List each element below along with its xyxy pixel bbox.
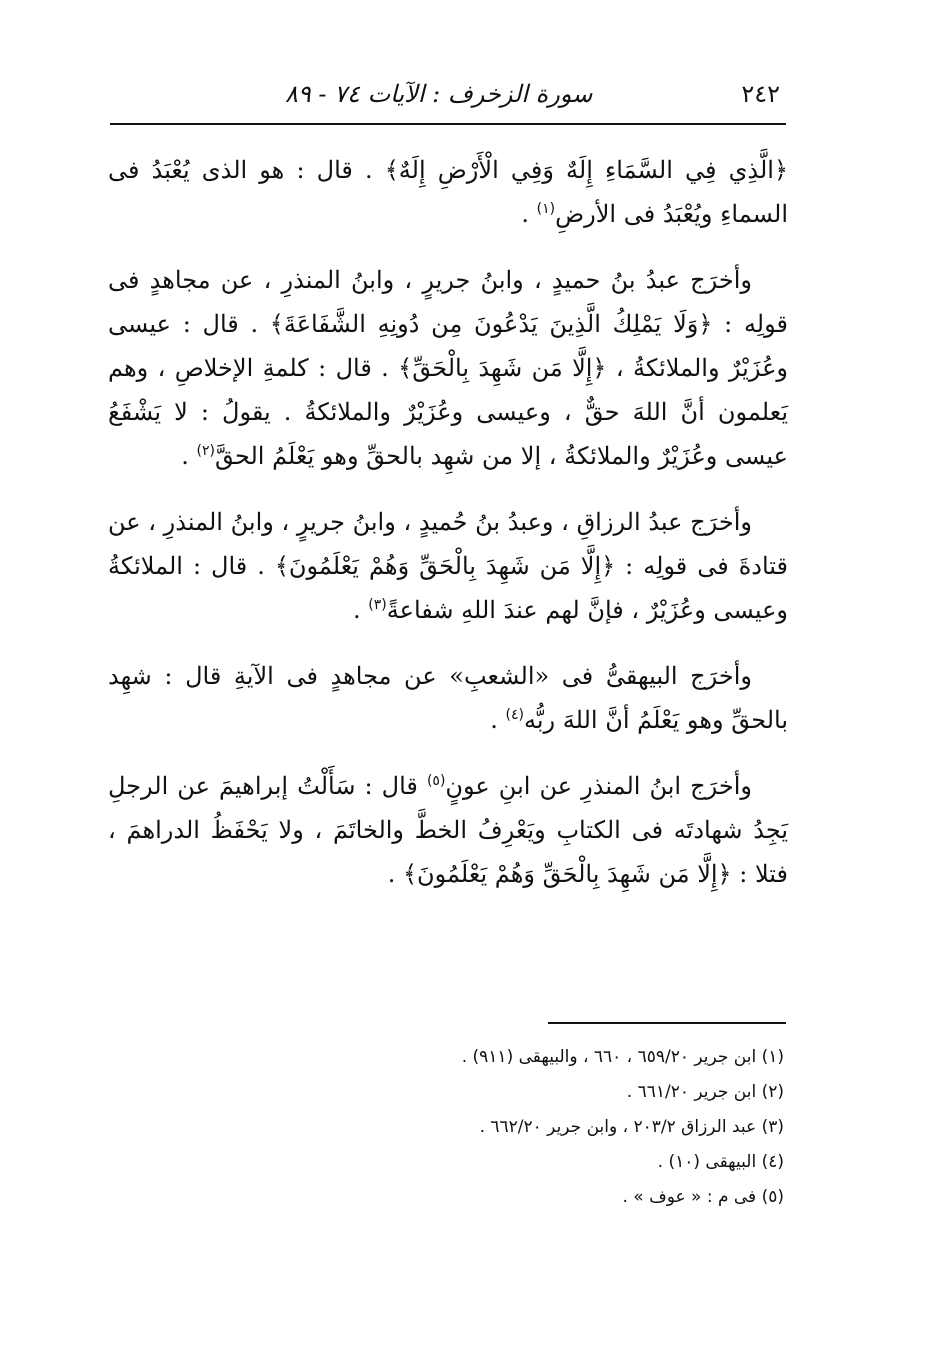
paragraph-5 (108, 764, 788, 896)
paragraph-text: ﴿الَّذِي فِي السَّمَاءِ إِلَهٌ وَفِي الْأَرْضِ إِلَهٌ﴾ . قال : هو الذى يُعْبَدُ فى السماءِ ويُعْبَدُ فى الأرضِ (108, 156, 788, 228)
paragraph-3 (108, 500, 788, 632)
footnote-5: (٥) فى م : « عوف » . (622, 1187, 784, 1207)
footnote-marker: (٤) (505, 707, 524, 723)
paragraph-1 (108, 148, 788, 236)
footnote-marker: (٢) (196, 443, 215, 459)
paragraph-4 (108, 654, 788, 742)
paragraph-end: . (353, 596, 369, 624)
paragraph-text: وأخرَج ابنُ المنذرِ عن ابنِ عونٍ (445, 772, 752, 800)
paragraph-end: . (490, 706, 506, 734)
paragraph-text: وأخرَج البيهقىُّ فى «الشعبِ» عن مجاهدٍ فى الآيةِ قال : شهِد بالحقِّ وهو يَعْلَمُ أنَّ اللهَ ربُّه (108, 662, 788, 734)
footnote-marker: (٣) (368, 597, 387, 613)
footnote-divider (548, 1022, 786, 1024)
footnote-1: (١) ابن جرير ٦٥٩/٢٠ ، ٦٦٠ ، والبيهقى (٩١١) . (461, 1047, 784, 1067)
page-number: ٢٤٢ (741, 80, 780, 108)
paragraph-end: . (521, 200, 537, 228)
page-header (110, 74, 780, 114)
running-title: سورة الزخرف : الآيات ٧٤ - ٨٩ (285, 80, 593, 108)
footnote-4: (٤) البيهقى (١٠) . (657, 1152, 784, 1172)
footnote-2: (٢) ابن جرير ٦٦١/٢٠ . (626, 1082, 784, 1102)
footnote-3: (٣) عبد الرزاق ٢٠٣/٢ ، وابن جرير ٦٦٢/٢٠ . (479, 1117, 784, 1137)
paragraph-text: وأخرَج عبدُ الرزاقِ ، وعبدُ بنُ حُميدٍ ، وابنُ جريرٍ ، وابنُ المنذرِ ، عن قتادةَ فى قولِه : ﴿إِلَّا مَن شَهِدَ بِالْحَقِّ وَهُمْ يَعْلَمُونَ﴾ . قال : الملائكةُ وعيسى وعُزَيْرٌ ، فإنَّ لهم عندَ اللهِ شفاعةً (108, 508, 788, 624)
paragraph-end: . (181, 442, 197, 470)
footnotes (300, 1040, 784, 1215)
footnote-marker: (٥) (426, 773, 446, 789)
main-text (108, 148, 788, 918)
footnote-marker: (١) (536, 201, 556, 217)
paragraph-text: وأخرَج عبدُ بنُ حميدٍ ، وابنُ جريرٍ ، وابنُ المنذرِ ، عن مجاهدٍ فى قولِه : ﴿وَلَا يَمْلِكُ الَّذِينَ يَدْعُونَ مِن دُونِهِ الشَّفَاعَةَ﴾ . قال : عيسى وعُزَيْرٌ والملائكةُ ، ﴿إِلَّا مَن شَهِدَ بِالْحَقِّ﴾ . قال : كلمةِ الإخلاصِ ، وهم يَعلمون أنَّ اللهَ حقٌّ ، وعيسى وعُزَيْرٌ والملائكةُ . يقولُ : لا يَشْفَعُ عيسى وعُزَيْرٌ والملائكةُ ، إلا من شهِد بالحقِّ وهو يَعْلَمُ الحقَّ (108, 266, 788, 470)
paragraph-end: قال : سَأَلْتُ إبراهيمَ عن الرجلِ يَجِدُ شهادتَه فى الكتابِ ويَعْرِفُ الخطَّ والخاتَمَ ، ولا يَحْفَظُ الدراهمَ ، فتلا : ﴿إِلَّا مَن شَهِدَ بِالْحَقِّ وَهُمْ يَعْلَمُونَ﴾ . (108, 772, 788, 888)
paragraph-2 (108, 258, 788, 478)
header-divider (110, 123, 786, 125)
